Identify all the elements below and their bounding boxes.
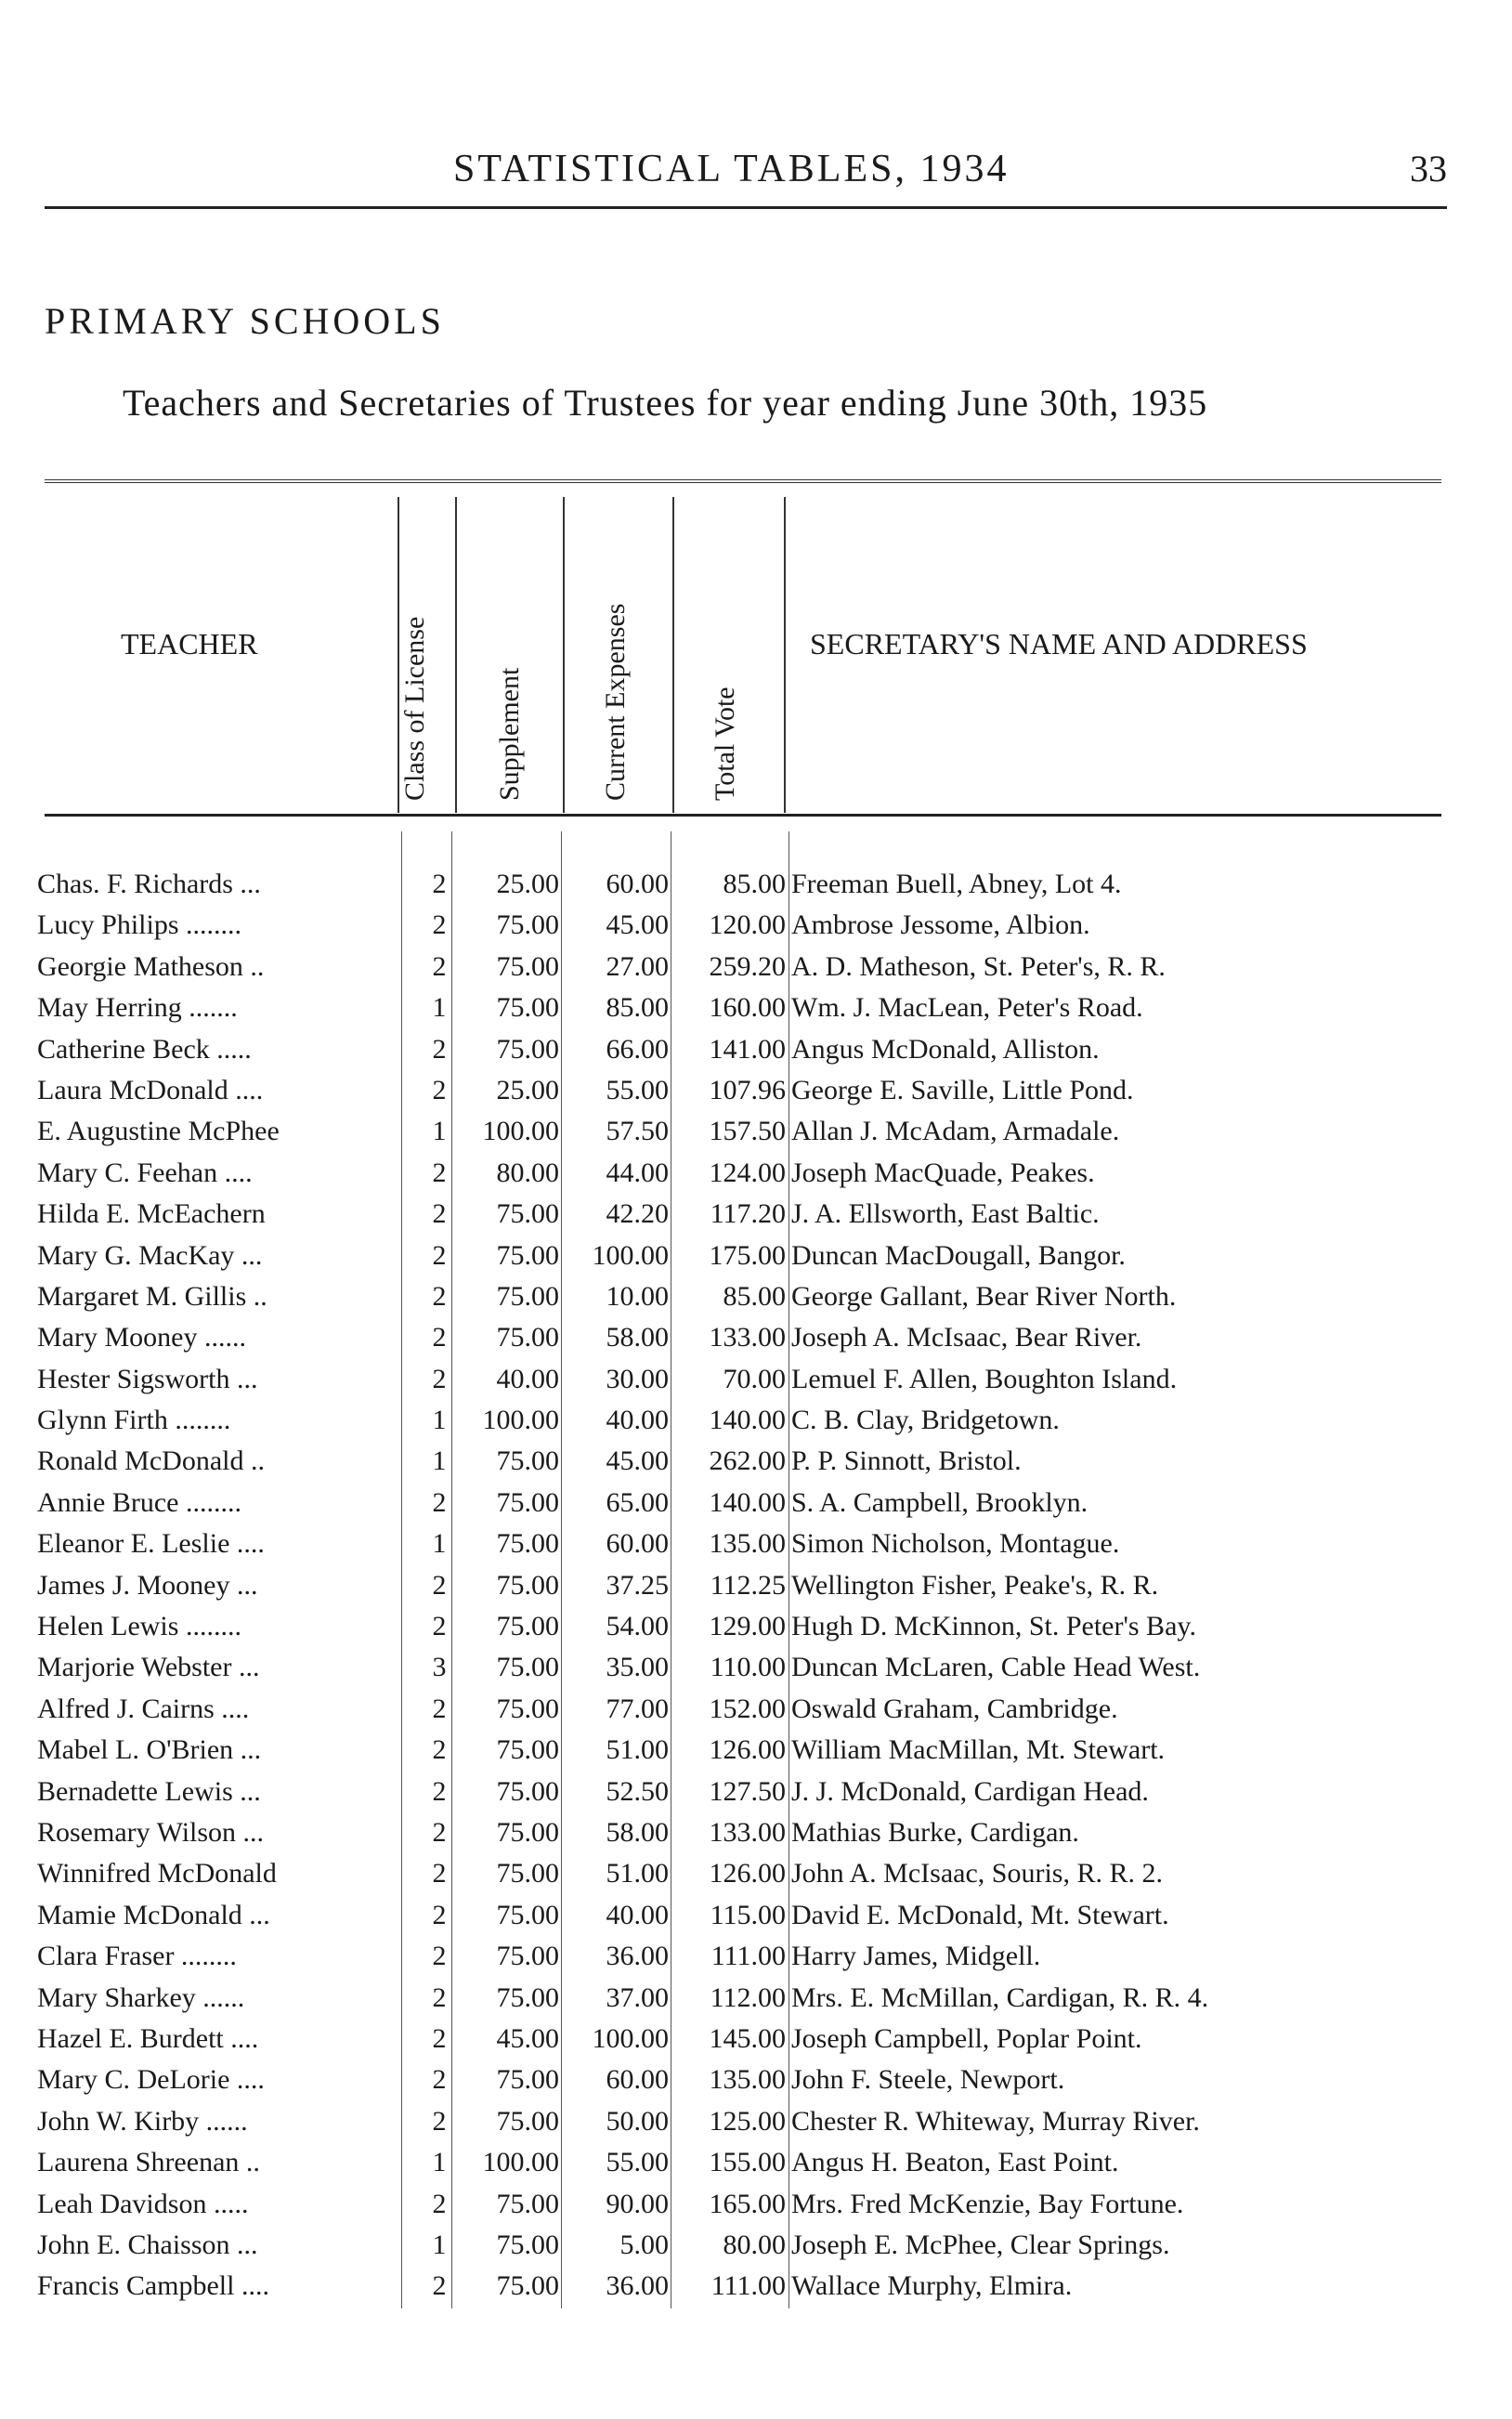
secretary-cell: Lemuel F. Allen, Boughton Island. <box>791 1363 1178 1394</box>
secretary-cell: Chester R. Whiteway, Murray River. <box>791 2105 1200 2137</box>
current-expenses-cell: 52.50 <box>606 1775 669 1807</box>
class-of-license-cell: 2 <box>432 1693 447 1724</box>
class-of-license-cell: 3 <box>432 1652 447 1683</box>
supplement-cell: 75.00 <box>496 1322 559 1353</box>
class-of-license-cell: 2 <box>432 1816 447 1848</box>
teacher-cell: Catherine Beck ..... <box>37 1033 252 1065</box>
total-vote-cell: 112.25 <box>710 1569 786 1601</box>
table-row <box>0 1693 1512 1734</box>
supplement-cell: 75.00 <box>496 1816 559 1848</box>
supplement-cell: 40.00 <box>496 1363 559 1394</box>
current-expenses-cell: 37.25 <box>606 1569 669 1601</box>
teacher-cell: Hilda E. McEachern <box>37 1198 266 1230</box>
current-expenses-cell: 60.00 <box>606 2064 669 2096</box>
column-rule <box>563 497 565 813</box>
header-supplement: Supplement <box>494 667 525 801</box>
supplement-cell: 75.00 <box>496 2188 559 2219</box>
class-of-license-cell: 2 <box>432 1033 447 1065</box>
secretary-cell: Hugh D. McKinnon, St. Peter's Bay. <box>791 1611 1196 1642</box>
table-row <box>0 1982 1512 2023</box>
table-row <box>0 1817 1512 1858</box>
total-vote-cell: 115.00 <box>710 1899 786 1930</box>
secretary-cell: John A. McIsaac, Souris, R. R. 2. <box>791 1858 1163 1889</box>
teacher-cell: Mary Sharkey ...... <box>37 1981 245 2013</box>
supplement-cell: 75.00 <box>496 1198 559 1230</box>
secretary-cell: Joseph A. McIsaac, Bear River. <box>791 1322 1142 1353</box>
table-row <box>0 1858 1512 1899</box>
secretary-cell: Mrs. E. McMillan, Cardigan, R. R. 4. <box>791 1981 1209 2013</box>
secretary-cell: Wm. J. MacLean, Peter's Road. <box>791 992 1143 1024</box>
secretary-cell: Joseph Campbell, Poplar Point. <box>791 2022 1142 2054</box>
class-of-license-cell: 1 <box>432 1116 447 1147</box>
secretary-cell: S. A. Campbell, Brooklyn. <box>791 1486 1088 1518</box>
class-of-license-cell: 2 <box>432 950 447 982</box>
current-expenses-cell: 66.00 <box>606 1033 669 1065</box>
supplement-cell: 80.00 <box>496 1157 559 1188</box>
teacher-cell: Helen Lewis ........ <box>37 1611 241 1642</box>
teacher-cell: Clara Fraser ........ <box>37 1941 237 1972</box>
current-expenses-cell: 85.00 <box>606 992 669 1024</box>
secretary-cell: David E. McDonald, Mt. Stewart. <box>791 1899 1169 1930</box>
column-rule <box>784 497 786 813</box>
secretary-cell: Mathias Burke, Cardigan. <box>791 1816 1079 1848</box>
current-expenses-cell: 42.20 <box>606 1198 669 1230</box>
teacher-cell: Leah Davidson ..... <box>37 2188 249 2219</box>
total-vote-cell: 133.00 <box>709 1322 786 1353</box>
teacher-cell: Winnifred McDonald <box>37 1858 277 1889</box>
header-class-of-license: Class of License <box>399 616 430 801</box>
supplement-cell: 25.00 <box>496 869 559 899</box>
class-of-license-cell: 1 <box>432 992 447 1024</box>
total-vote-cell: 141.00 <box>709 1033 786 1065</box>
current-expenses-cell: 45.00 <box>606 909 669 941</box>
teacher-cell: Ronald McDonald .. <box>37 1445 265 1477</box>
teacher-cell: Mamie McDonald ... <box>37 1899 270 1930</box>
current-expenses-cell: 37.00 <box>606 1981 669 2013</box>
teacher-cell: John E. Chaisson ... <box>37 2229 258 2260</box>
table-row <box>0 1034 1512 1075</box>
class-of-license-cell: 2 <box>432 2105 447 2137</box>
current-expenses-cell: 50.00 <box>606 2105 669 2137</box>
class-of-license-cell: 2 <box>432 1611 447 1642</box>
secretary-cell: Wallace Murphy, Elmira. <box>791 2270 1073 2302</box>
current-expenses-cell: 77.00 <box>606 1693 669 1724</box>
teacher-cell: Marjorie Webster ... <box>37 1652 260 1683</box>
supplement-cell: 75.00 <box>496 1033 559 1065</box>
supplement-cell: 75.00 <box>496 1611 559 1642</box>
current-expenses-cell: 36.00 <box>606 1941 669 1972</box>
table-header-rule <box>45 814 1441 817</box>
header-current-expenses: Current Expenses <box>600 603 631 801</box>
supplement-cell: 100.00 <box>482 1116 559 1147</box>
teacher-cell: Chas. F. Richards ... <box>37 869 261 899</box>
teacher-cell: Mary C. Feehan .... <box>37 1157 253 1188</box>
secretary-cell: George Gallant, Bear River North. <box>791 1280 1177 1312</box>
supplement-cell: 75.00 <box>496 2105 559 2137</box>
total-vote-cell: 111.00 <box>710 2270 786 2302</box>
header-secretary: SECRETARY'S NAME AND ADDRESS <box>810 627 1308 660</box>
current-expenses-cell: 100.00 <box>592 2022 669 2054</box>
supplement-cell: 100.00 <box>482 2147 559 2178</box>
secretary-cell: A. D. Matheson, St. Peter's, R. R. <box>791 950 1166 982</box>
table-row <box>0 1734 1512 1775</box>
class-of-license-cell: 2 <box>432 1734 447 1766</box>
supplement-cell: 75.00 <box>496 1445 559 1477</box>
table-row <box>0 1570 1512 1611</box>
total-vote-cell: 175.00 <box>709 1239 786 1271</box>
teacher-cell: E. Augustine McPhee <box>37 1116 280 1147</box>
total-vote-cell: 120.00 <box>709 909 786 941</box>
total-vote-cell: 126.00 <box>709 1734 786 1766</box>
table-row <box>0 1075 1512 1116</box>
current-expenses-cell: 51.00 <box>606 1858 669 1889</box>
current-expenses-cell: 45.00 <box>606 1445 669 1477</box>
teacher-cell: Mary G. MacKay ... <box>37 1239 263 1271</box>
secretary-cell: J. J. McDonald, Cardigan Head. <box>791 1775 1149 1807</box>
current-expenses-cell: 40.00 <box>606 1405 669 1436</box>
teacher-cell: Lucy Philips ........ <box>37 909 242 941</box>
teacher-cell: Alfred J. Cairns .... <box>37 1693 250 1724</box>
supplement-cell: 75.00 <box>496 950 559 982</box>
secretary-cell: Angus McDonald, Alliston. <box>791 1033 1100 1065</box>
table-row <box>0 2106 1512 2147</box>
total-vote-cell: 160.00 <box>709 992 786 1024</box>
class-of-license-cell: 2 <box>432 2270 447 2302</box>
total-vote-cell: 110.00 <box>710 1652 786 1683</box>
class-of-license-cell: 1 <box>432 1405 447 1436</box>
current-expenses-cell: 36.00 <box>606 2270 669 2302</box>
supplement-cell: 75.00 <box>496 1280 559 1312</box>
table-row <box>0 2229 1512 2270</box>
current-expenses-cell: 44.00 <box>606 1157 669 1188</box>
supplement-cell: 75.00 <box>496 1528 559 1560</box>
table-row <box>0 2023 1512 2064</box>
table-row <box>0 1322 1512 1363</box>
secretary-cell: Ambrose Jessome, Albion. <box>791 909 1090 941</box>
class-of-license-cell: 2 <box>432 2064 447 2096</box>
current-expenses-cell: 58.00 <box>606 1322 669 1353</box>
class-of-license-cell: 2 <box>432 1981 447 2013</box>
class-of-license-cell: 2 <box>432 909 447 941</box>
supplement-cell: 75.00 <box>496 1775 559 1807</box>
class-of-license-cell: 2 <box>432 1157 447 1188</box>
current-expenses-cell: 60.00 <box>606 1528 669 1560</box>
supplement-cell: 75.00 <box>496 1239 559 1271</box>
class-of-license-cell: 2 <box>432 1074 447 1105</box>
total-vote-cell: 80.00 <box>723 2229 786 2260</box>
supplement-cell: 75.00 <box>496 2229 559 2260</box>
total-vote-cell: 135.00 <box>709 1528 786 1560</box>
page-number: 33 <box>1410 148 1447 190</box>
secretary-cell: Angus H. Beaton, East Point. <box>791 2147 1119 2178</box>
header-teacher: TEACHER <box>121 627 258 660</box>
class-of-license-cell: 2 <box>432 1858 447 1889</box>
total-vote-cell: 126.00 <box>709 1858 786 1889</box>
class-of-license-cell: 1 <box>432 2147 447 2178</box>
class-of-license-cell: 2 <box>432 2022 447 2054</box>
class-of-license-cell: 2 <box>432 1363 447 1394</box>
table-row <box>0 1776 1512 1817</box>
table-row <box>0 1157 1512 1198</box>
class-of-license-cell: 2 <box>432 1198 447 1230</box>
current-expenses-cell: 40.00 <box>606 1899 669 1930</box>
secretary-cell: George E. Saville, Little Pond. <box>791 1074 1134 1105</box>
running-title: STATISTICAL TABLES, 1934 <box>453 148 1010 190</box>
current-expenses-cell: 60.00 <box>606 869 669 899</box>
table-row <box>0 1405 1512 1445</box>
secretary-cell: Harry James, Midgell. <box>791 1941 1041 1972</box>
total-vote-cell: 155.00 <box>709 2147 786 2178</box>
table-row <box>0 1281 1512 1322</box>
supplement-cell: 75.00 <box>496 992 559 1024</box>
supplement-cell: 75.00 <box>496 1981 559 2013</box>
teacher-cell: Margaret M. Gillis .. <box>37 1280 267 1312</box>
running-head <box>45 147 1447 203</box>
class-of-license-cell: 2 <box>432 2188 447 2219</box>
supplement-cell: 75.00 <box>496 1899 559 1930</box>
teacher-cell: Bernadette Lewis ... <box>37 1775 261 1807</box>
total-vote-cell: 117.20 <box>710 1198 786 1230</box>
current-expenses-cell: 10.00 <box>606 1280 669 1312</box>
current-expenses-cell: 57.50 <box>606 1116 669 1147</box>
total-vote-cell: 259.20 <box>709 950 786 982</box>
supplement-cell: 75.00 <box>496 2064 559 2096</box>
class-of-license-cell: 2 <box>432 869 447 899</box>
table-row <box>0 1116 1512 1157</box>
teacher-cell: Hazel E. Burdett .... <box>37 2022 259 2054</box>
table-row <box>0 1941 1512 1981</box>
supplement-cell: 75.00 <box>496 909 559 941</box>
supplement-cell: 75.00 <box>496 1569 559 1601</box>
supplement-cell: 75.00 <box>496 1734 559 1766</box>
total-vote-cell: 70.00 <box>723 1363 786 1394</box>
teacher-cell: John W. Kirby ...... <box>37 2105 248 2137</box>
table-row <box>0 909 1512 950</box>
class-of-license-cell: 2 <box>432 1941 447 1972</box>
total-vote-cell: 152.00 <box>709 1693 786 1724</box>
supplement-cell: 45.00 <box>496 2022 559 2054</box>
current-expenses-cell: 58.00 <box>606 1816 669 1848</box>
total-vote-cell: 157.50 <box>709 1116 786 1147</box>
secretary-cell: Joseph MacQuade, Peakes. <box>791 1157 1095 1188</box>
total-vote-cell: 262.00 <box>709 1445 786 1477</box>
teacher-cell: Mabel L. O'Brien ... <box>37 1734 262 1766</box>
class-of-license-cell: 2 <box>432 1280 447 1312</box>
table-row <box>0 1198 1512 1239</box>
supplement-cell: 75.00 <box>496 1941 559 1972</box>
class-of-license-cell: 1 <box>432 1528 447 1560</box>
secretary-cell: Duncan MacDougall, Bangor. <box>791 1239 1126 1271</box>
total-vote-cell: 145.00 <box>709 2022 786 2054</box>
table-row <box>0 1652 1512 1693</box>
teacher-cell: Laurena Shreenan .. <box>37 2147 260 2178</box>
table-row <box>0 951 1512 992</box>
column-rule <box>455 497 457 813</box>
secretary-cell: J. A. Ellsworth, East Baltic. <box>791 1198 1100 1230</box>
table-row <box>0 2147 1512 2188</box>
table-top-rule <box>45 479 1441 487</box>
supplement-cell: 75.00 <box>496 2270 559 2302</box>
teacher-cell: Francis Campbell .... <box>37 2270 269 2302</box>
teacher-cell: Mary Mooney ...... <box>37 1322 246 1353</box>
teacher-cell: James J. Mooney ... <box>37 1569 258 1601</box>
teacher-cell: Eleanor E. Leslie .... <box>37 1528 265 1560</box>
column-rule <box>398 497 399 813</box>
secretary-cell: John F. Steele, Newport. <box>791 2064 1065 2096</box>
table-subtitle: Teachers and Secretaries of Trustees for year ending June 30th, 1935 <box>123 382 1208 424</box>
supplement-cell: 100.00 <box>482 1405 559 1436</box>
class-of-license-cell: 2 <box>432 1322 447 1353</box>
secretary-cell: Mrs. Fred McKenzie, Bay Fortune. <box>791 2188 1184 2219</box>
teacher-cell: Hester Sigsworth ... <box>37 1363 258 1394</box>
teacher-cell: Mary C. DeLorie .... <box>37 2064 265 2096</box>
class-of-license-cell: 1 <box>432 1445 447 1477</box>
current-expenses-cell: 54.00 <box>606 1611 669 1642</box>
current-expenses-cell: 100.00 <box>592 1239 669 1271</box>
current-expenses-cell: 55.00 <box>606 2147 669 2178</box>
table-row <box>0 1364 1512 1405</box>
table-row <box>0 1611 1512 1652</box>
table-row <box>0 2064 1512 2105</box>
current-expenses-cell: 30.00 <box>606 1363 669 1394</box>
current-expenses-cell: 5.00 <box>619 2229 669 2260</box>
table-row <box>0 2189 1512 2229</box>
section-title: PRIMARY SCHOOLS <box>45 300 445 342</box>
table-row <box>0 869 1512 909</box>
table-row <box>0 1240 1512 1281</box>
secretary-cell: William MacMillan, Mt. Stewart. <box>791 1734 1166 1766</box>
header-rule <box>45 206 1447 209</box>
table-body <box>0 869 1512 2312</box>
teacher-cell: Georgie Matheson .. <box>37 950 265 982</box>
teacher-cell: Laura McDonald .... <box>37 1074 264 1105</box>
total-vote-cell: 85.00 <box>723 1280 786 1312</box>
supplement-cell: 75.00 <box>496 1858 559 1889</box>
total-vote-cell: 127.50 <box>709 1775 786 1807</box>
secretary-cell: Simon Nicholson, Montague. <box>791 1528 1120 1560</box>
total-vote-cell: 111.00 <box>710 1941 786 1972</box>
total-vote-cell: 125.00 <box>709 2105 786 2137</box>
secretary-cell: Oswald Graham, Cambridge. <box>791 1693 1118 1724</box>
column-rule <box>672 497 674 813</box>
teacher-cell: Glynn Firth ........ <box>37 1405 231 1436</box>
total-vote-cell: 107.96 <box>709 1074 786 1105</box>
class-of-license-cell: 2 <box>432 1775 447 1807</box>
class-of-license-cell: 2 <box>432 1569 447 1601</box>
total-vote-cell: 124.00 <box>709 1157 786 1188</box>
secretary-cell: Freeman Buell, Abney, Lot 4. <box>791 869 1122 899</box>
current-expenses-cell: 27.00 <box>606 950 669 982</box>
total-vote-cell: 165.00 <box>709 2188 786 2219</box>
class-of-license-cell: 2 <box>432 1486 447 1518</box>
current-expenses-cell: 51.00 <box>606 1734 669 1766</box>
table-row <box>0 1528 1512 1569</box>
header-total-vote: Total Vote <box>710 686 740 801</box>
total-vote-cell: 133.00 <box>709 1816 786 1848</box>
total-vote-cell: 129.00 <box>709 1611 786 1642</box>
table-row <box>0 1487 1512 1528</box>
total-vote-cell: 140.00 <box>709 1486 786 1518</box>
teacher-cell: Rosemary Wilson ... <box>37 1816 265 1848</box>
class-of-license-cell: 1 <box>432 2229 447 2260</box>
secretary-cell: P. P. Sinnott, Bristol. <box>791 1445 1022 1477</box>
current-expenses-cell: 35.00 <box>606 1652 669 1683</box>
table-row <box>0 1900 1512 1941</box>
total-vote-cell: 135.00 <box>709 2064 786 2096</box>
class-of-license-cell: 2 <box>432 1899 447 1930</box>
secretary-cell: C. B. Clay, Bridgetown. <box>791 1405 1060 1436</box>
teacher-cell: May Herring ....... <box>37 992 238 1024</box>
supplement-cell: 75.00 <box>496 1693 559 1724</box>
total-vote-cell: 85.00 <box>723 869 786 899</box>
table-row <box>0 1445 1512 1486</box>
secretary-cell: Allan J. McAdam, Armadale. <box>791 1116 1120 1147</box>
secretary-cell: Wellington Fisher, Peake's, R. R. <box>791 1569 1159 1601</box>
teacher-cell: Annie Bruce ........ <box>37 1486 241 1518</box>
current-expenses-cell: 55.00 <box>606 1074 669 1105</box>
secretary-cell: Joseph E. McPhee, Clear Springs. <box>791 2229 1170 2260</box>
class-of-license-cell: 2 <box>432 1239 447 1271</box>
supplement-cell: 75.00 <box>496 1486 559 1518</box>
table-row <box>0 992 1512 1033</box>
supplement-cell: 25.00 <box>496 1074 559 1105</box>
current-expenses-cell: 65.00 <box>606 1486 669 1518</box>
secretary-cell: Duncan McLaren, Cable Head West. <box>791 1652 1201 1683</box>
supplement-cell: 75.00 <box>496 1652 559 1683</box>
total-vote-cell: 140.00 <box>709 1405 786 1436</box>
total-vote-cell: 112.00 <box>710 1981 786 2013</box>
current-expenses-cell: 90.00 <box>606 2188 669 2219</box>
table-row <box>0 2270 1512 2311</box>
